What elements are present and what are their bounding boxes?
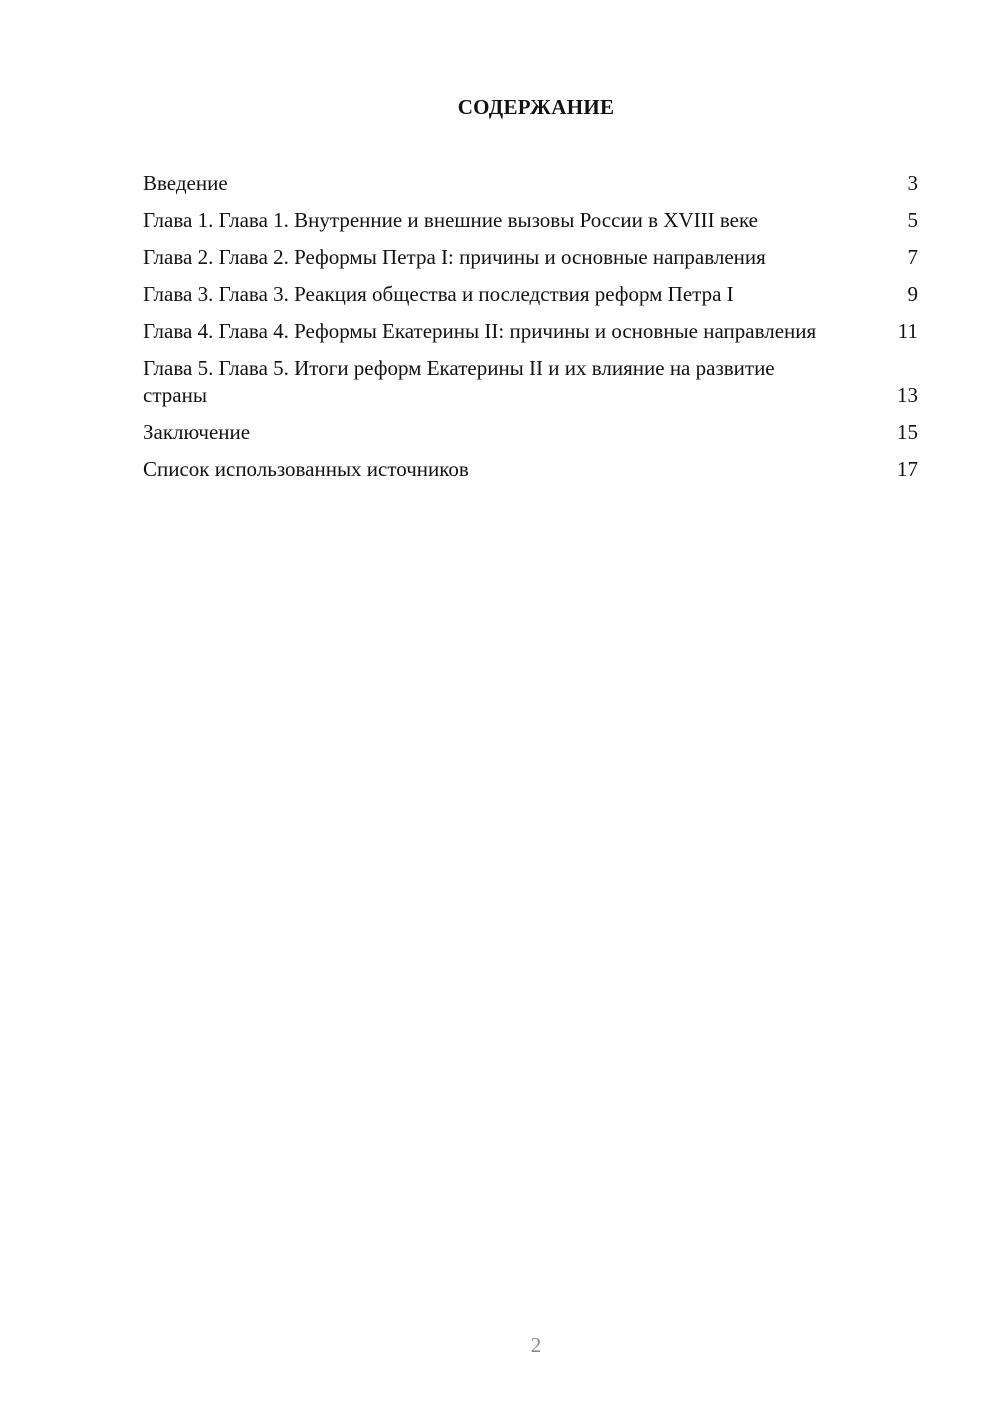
toc-entry-page: 17 [897,457,918,481]
toc-entry-references[interactable] [143,456,918,483]
toc-entry-page: 13 [897,383,918,407]
toc-title: СОДЕРЖАНИЕ [457,95,615,119]
toc-entry-page: 9 [907,282,918,306]
toc-entry-conclusion[interactable] [143,419,918,446]
toc-entry-chapter-4[interactable] [143,318,918,345]
toc-entry-text: Заключение [143,420,251,444]
toc-entry-page: 3 [907,171,918,195]
toc-entry-chapter-5[interactable] [143,355,918,409]
toc-entry-text: Глава 4. Глава 4. Реформы Екатерины II: причины и основные направления [143,319,817,343]
toc-entry-text: Список использованных источников [143,457,469,481]
toc-entry-chapter-1[interactable] [143,207,918,234]
toc-entry-chapter-2[interactable] [143,244,918,271]
toc-entry-page: 7 [907,245,918,269]
page-number: 2 [530,1333,542,1357]
toc-entry-page: 11 [897,319,918,343]
toc-entry-text: Глава 2. Глава 2. Реформы Петра I: причины и основные направления [143,245,766,269]
toc-entry-text: Глава 3. Глава 3. Реакция общества и последствия реформ Петра I [143,282,734,306]
toc-entry-page: 15 [897,420,918,444]
toc-entry-introduction[interactable] [143,170,918,197]
toc-entry-text: Введение [143,171,228,195]
table-of-contents [143,170,918,493]
toc-entry-page: 5 [907,208,918,232]
toc-entry-text: Глава 1. Глава 1. Внутренние и внешние вызовы России в XVIII веке [143,208,758,232]
toc-entry-text: Глава 5. Глава 5. Итоги реформ Екатерины II и их влияние на развитие страны [143,356,775,407]
toc-entry-chapter-3[interactable] [143,281,918,308]
